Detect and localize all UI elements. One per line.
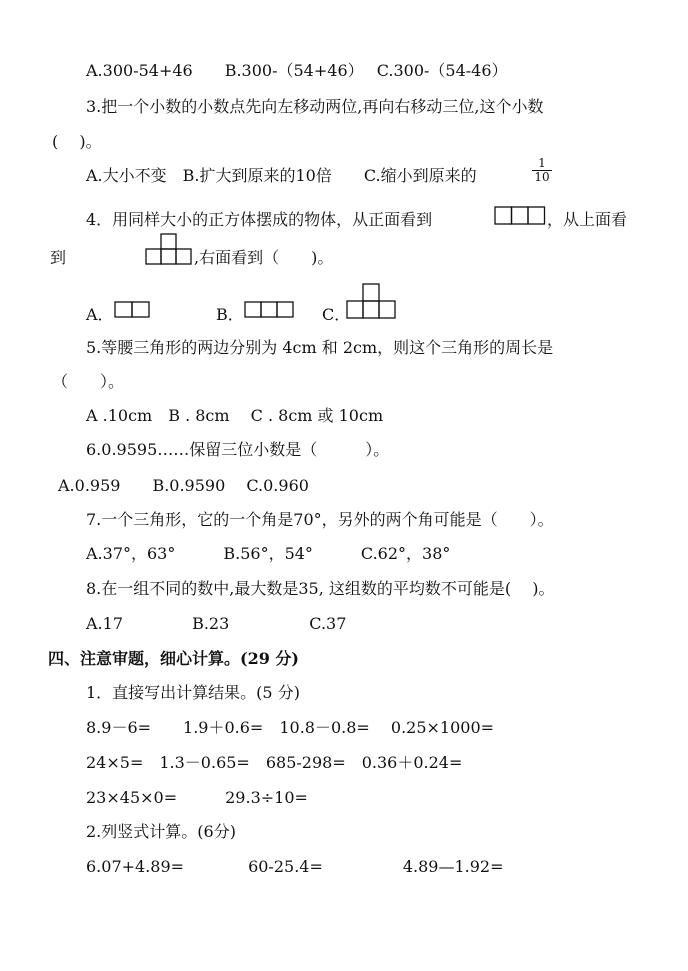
q8-options: A.17 B.23 C.37	[86, 614, 347, 633]
option-a-figure	[114, 301, 152, 319]
q3-text: 3.把一个小数的小数点先向左移动两位,再向右移动三位,这个小数	[86, 97, 544, 116]
q4-text-line2: ,右面看到（ )。	[194, 248, 334, 267]
q3-options: A.大小不变 B.扩大到原来的10倍 C.缩小到原来的	[86, 166, 477, 185]
calc-row-3: 23×45×0= 29.3÷10=	[86, 788, 308, 807]
q5-options: A .10cm B . 8cm C . 8cm 或 10cm	[86, 406, 384, 425]
top-view-figure	[145, 233, 195, 269]
q7-options: A.37°，63° B.56°，54° C.62°，38°	[86, 544, 451, 563]
q4-text-line1-end: ，从上面看	[547, 210, 628, 229]
calc-row-4: 6.07+4.89= 60-25.4= 4.89—1.92=	[86, 857, 504, 876]
calc-row-2: 24×5= 1.3－0.65= 685-298= 0.36＋0.24=	[86, 753, 463, 772]
subsection-1-heading: 1．直接写出计算结果。(5 分)	[86, 683, 300, 702]
fraction-numerator: 1	[538, 156, 546, 170]
option-c-figure	[346, 283, 400, 321]
q3-paren: ( )。	[52, 132, 102, 151]
front-view-figure	[494, 206, 546, 226]
q6-text: 6.0.9595……保留三位小数是（ ）。	[86, 440, 390, 459]
calc-row-1: 8.9－6= 1.9＋0.6= 10.8－0.8= 0.25×1000=	[86, 718, 495, 737]
option-b-figure	[244, 301, 296, 319]
q5-paren: （ ）。	[52, 372, 125, 391]
q4-option-b-label: B．	[216, 305, 244, 324]
q4-text-line2-start: 到	[50, 248, 67, 267]
q6-options: A.0.959 B.0.9590 C.0.960	[58, 476, 309, 495]
subsection-2-heading: 2.列竖式计算。(6分)	[86, 822, 236, 841]
q8-text: 8.在一组不同的数中,最大数是35, 这组数的平均数不可能是( )。	[86, 579, 555, 598]
q2-options: A.300-54+46 B.300-（54+46） C.300-（54-46）	[86, 61, 508, 80]
q5-text: 5.等腰三角形的两边分别为 4cm 和 2cm，则这个三角形的周长是	[86, 338, 554, 357]
section-four-heading: 四、注意审题，细心计算。(29 分)	[48, 649, 299, 668]
fraction-one-tenth	[532, 157, 552, 184]
q4-text-line1: 4．用同样大小的正方体摆成的物体，从正面看到	[86, 210, 433, 229]
q4-option-a-label: A．	[86, 305, 114, 324]
q4-option-c-label: C．	[322, 305, 351, 324]
q7-text: 7.一个三角形，它的一个角是70°，另外的两个角可能是（ ）。	[86, 510, 554, 529]
fraction-denominator: 10	[532, 170, 552, 184]
